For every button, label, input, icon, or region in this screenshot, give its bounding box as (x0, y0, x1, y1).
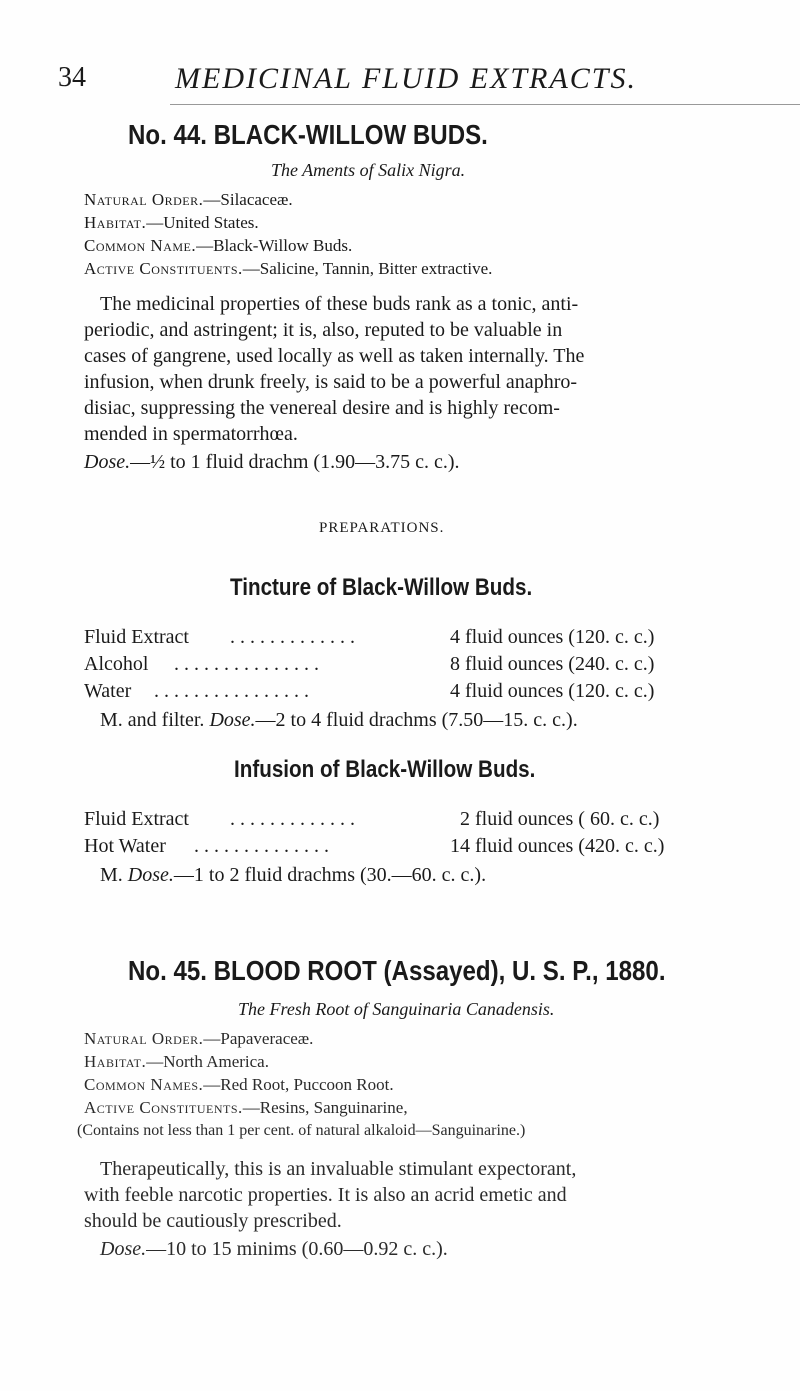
dose-text: —½ to 1 fluid drachm (1.90—3.75 c. c.). (130, 451, 460, 473)
field-label: Active Constituents. (84, 1098, 243, 1117)
paragraph-line: cases of gangrene, used locally as well as taken internally. The (84, 345, 585, 367)
field-label: Natural Order. (84, 1029, 204, 1048)
field-active-constituents (84, 1098, 408, 1118)
field-value: —North America. (146, 1052, 269, 1071)
paragraph-line: disiac, suppressing the venereal desire and is highly recom- (84, 397, 560, 419)
field-value: —Papaveraceæ. (203, 1029, 314, 1048)
entry-title-44: No. 44. BLACK-WILLOW BUDS. (128, 119, 488, 150)
dose-label: Dose. (209, 709, 256, 731)
recipe-row (84, 680, 744, 703)
dose-text: —2 to 4 fluid drachms (7.50—15. c. c.). (255, 709, 578, 731)
field-value: —Silacaceæ. (203, 190, 293, 209)
recipe-quantity: 4 fluid ounces (120. c. c.) (450, 680, 655, 702)
field-natural-order (84, 190, 293, 210)
recipe-quantity: 2 fluid ounces ( 60. c. c.) (460, 808, 660, 830)
recipe-ingredient: Fluid Extract (84, 626, 189, 648)
recipe-ingredient: Water (84, 680, 132, 702)
recipe-leader: . . . . . . . . . . . . . . . . (154, 680, 309, 702)
entry-subtitle-44: The Aments of Salix Nigra. (271, 160, 466, 180)
field-label: Natural Order. (84, 190, 204, 209)
tincture-directions (100, 709, 578, 732)
field-label: Common Names. (84, 1075, 204, 1094)
entry-title-45: No. 45. BLOOD ROOT (Assayed), U. S. P., 1880. (128, 955, 666, 986)
recipe-row (84, 653, 744, 676)
recipe-quantity: 14 fluid ounces (420. c. c.) (450, 835, 665, 857)
recipe-row (84, 626, 744, 649)
recipe-leader: . . . . . . . . . . . . . . (194, 835, 329, 857)
recipe-leader: . . . . . . . . . . . . . (230, 808, 355, 830)
page-number: 34 (58, 62, 86, 93)
dose-text: —10 to 15 minims (0.60—0.92 c. c.). (146, 1238, 448, 1260)
field-value: —United States. (146, 213, 259, 232)
recipe-ingredient: Alcohol (84, 653, 149, 675)
dose-label: Dose. (127, 864, 174, 886)
field-habitat (84, 213, 259, 233)
running-head: MEDICINAL FLUID EXTRACTS. (175, 62, 637, 95)
recipe-ingredient: Hot Water (84, 835, 166, 857)
recipe-row (84, 835, 744, 858)
paragraph-line: periodic, and astringent; it is, also, reputed to be valuable in (84, 319, 563, 341)
directions-prefix: M. and filter. (100, 709, 205, 731)
constituent-note: (Contains not less than 1 per cent. of natural alkaloid—Sanguinarine.) (77, 1122, 526, 1139)
dose-line-44 (84, 451, 459, 474)
dose-label: Dose. (100, 1238, 147, 1260)
recipe-quantity: 8 fluid ounces (240. c. c.) (450, 653, 655, 675)
paragraph-line: mended in spermatorrhœa. (84, 423, 298, 445)
field-value: —Black-Willow Buds. (196, 236, 353, 255)
recipe-quantity: 4 fluid ounces (120. c. c.) (450, 626, 655, 648)
field-label: Common Name. (84, 236, 197, 255)
recipe-leader: . . . . . . . . . . . . . (230, 626, 355, 648)
paragraph-line: infusion, when drunk freely, is said to be a powerful anaphro- (84, 371, 578, 393)
paragraph-line: The medicinal properties of these buds rank as a tonic, anti- (100, 293, 579, 315)
preparations-heading: PREPARATIONS. (319, 520, 445, 536)
recipe-row (84, 808, 744, 831)
paragraph-line: should be cautiously prescribed. (84, 1210, 342, 1232)
field-value: —Resins, Sanguinarine, (242, 1098, 408, 1117)
field-common-name (84, 236, 352, 256)
field-habitat (84, 1052, 269, 1072)
infusion-title: Infusion of Black-Willow Buds. (234, 756, 536, 783)
field-label: Habitat. (84, 213, 147, 232)
paragraph-line: with feeble narcotic properties. It is also an acrid emetic and (84, 1184, 567, 1206)
infusion-directions (100, 864, 486, 887)
field-value: —Red Root, Puccoon Root. (203, 1075, 394, 1094)
dose-text: —1 to 2 fluid drachms (30.—60. c. c.). (173, 864, 487, 886)
entry-subtitle-45: The Fresh Root of Sanguinaria Canadensis. (238, 999, 555, 1019)
recipe-ingredient: Fluid Extract (84, 808, 189, 830)
field-common-names (84, 1075, 394, 1095)
field-label: Active Constituents. (84, 259, 243, 278)
header-rule (170, 104, 800, 105)
tincture-title: Tincture of Black-Willow Buds. (230, 574, 533, 601)
dose-line-45 (100, 1238, 448, 1261)
dose-label: Dose. (84, 451, 131, 473)
field-natural-order (84, 1029, 313, 1049)
field-label: Habitat. (84, 1052, 147, 1071)
field-active-constituents (84, 259, 492, 279)
paragraph-line: Therapeutically, this is an invaluable stimulant expectorant, (100, 1158, 577, 1180)
directions-prefix: M. (100, 864, 123, 886)
field-value: —Salicine, Tannin, Bitter extractive. (242, 259, 493, 278)
recipe-leader: . . . . . . . . . . . . . . . (174, 653, 319, 675)
